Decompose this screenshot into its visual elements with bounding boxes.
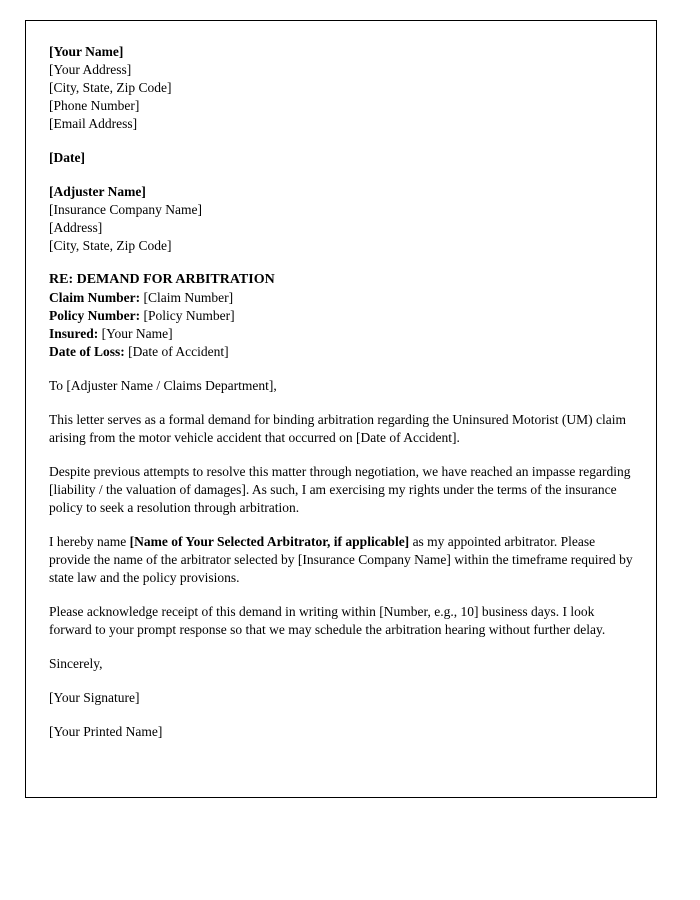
subject-claim-block: [49, 271, 633, 361]
date-block: [49, 149, 633, 167]
closing: Sincerely,: [49, 656, 103, 671]
insured-label: Insured:: [49, 326, 99, 341]
signature-placeholder: [Your Signature]: [49, 690, 140, 705]
policy-number-value: [Policy Number]: [140, 308, 235, 323]
paragraph-arbitrator-naming: [49, 533, 633, 587]
date-of-loss-row: [49, 343, 633, 361]
date-of-loss-label: Date of Loss:: [49, 344, 125, 359]
sender-name: [Your Name]: [49, 44, 124, 59]
arbitrator-name-placeholder: [Name of Your Selected Arbitrator, if applicable]: [129, 534, 410, 549]
date-of-loss-value: [Date of Accident]: [124, 344, 229, 359]
sender-address: [Your Address]: [49, 62, 132, 77]
sender-city: [City, State, Zip Code]: [49, 80, 172, 95]
insurance-company-name: [Insurance Company Name]: [49, 202, 202, 217]
subject-line: RE: DEMAND FOR ARBITRATION: [49, 272, 275, 287]
printed-name-placeholder: [Your Printed Name]: [49, 724, 163, 739]
adjuster-name: [Adjuster Name]: [49, 184, 146, 199]
arbitrator-paragraph-pre: I hereby name: [49, 534, 130, 549]
claim-number-row: [49, 289, 633, 307]
recipient-address: [Address]: [49, 220, 103, 235]
sender-address-block: [49, 43, 633, 133]
letter-page: [25, 20, 657, 798]
date-line: [Date]: [49, 150, 85, 165]
paragraph-arbitration-demand: This letter serves as a formal demand for binding arbitration regarding the Uninsured Motorist (UM) claim arising from the motor vehicle accident that occurred on [Date of Accident].: [49, 412, 626, 445]
policy-number-label: Policy Number:: [49, 308, 141, 323]
claim-number-value: [Claim Number]: [140, 290, 234, 305]
insured-value: [Your Name]: [98, 326, 173, 341]
recipient-city: [City, State, Zip Code]: [49, 238, 172, 253]
policy-number-row: [49, 307, 633, 325]
sender-phone: [Phone Number]: [49, 98, 140, 113]
arbitrator-paragraph-post: as my appointed arbitrator. Please provide the name of the arbitrator selected by [Insurance Company Name] within the timeframe required by state law and the policy provisions.: [49, 534, 633, 585]
sender-email: [Email Address]: [49, 116, 138, 131]
salutation: To [Adjuster Name / Claims Department],: [49, 378, 277, 393]
recipient-address-block: [49, 183, 633, 255]
insured-row: [49, 325, 633, 343]
claim-number-label: Claim Number:: [49, 290, 141, 305]
paragraph-impasse: Despite previous attempts to resolve this matter through negotiation, we have reached an impasse regarding [liability / the valuation of damages]. As such, I am exercising my rights under the terms of the insurance policy to seek a resolution through arbitration.: [49, 464, 631, 515]
paragraph-acknowledgement: Please acknowledge receipt of this demand in writing within [Number, e.g., 10] business days. I look forward to your prompt response so that we may schedule the arbitration hearing without further delay.: [49, 604, 606, 637]
